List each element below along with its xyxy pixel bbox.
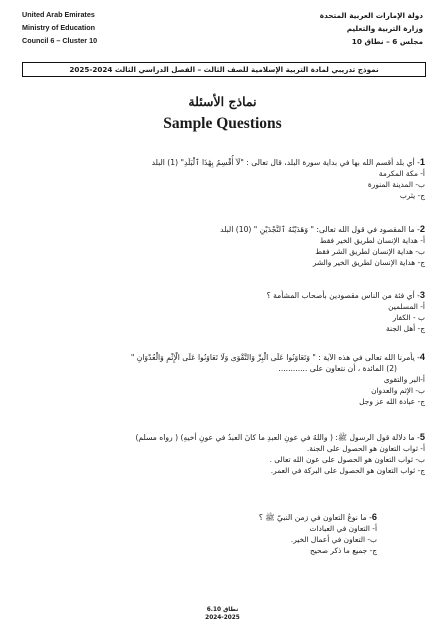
question-number: 5 xyxy=(419,432,425,442)
header-left-line-2: Ministry of Education xyxy=(22,23,96,32)
question-5 xyxy=(5,432,425,476)
question-6 xyxy=(77,512,377,556)
question-1 xyxy=(5,157,425,201)
question-line: - يأمرنا الله تعالى في هذه الآية : " وَتَعَاوَنُوا عَلَى الْبِرِّ وَالتَّقْوَى وَلَا تَعَاوَنُوا عَلَى الْإِثْمِ وَالْعُدْوَانِ " xyxy=(130,353,420,362)
option-a: أ- التعاون في العبادات xyxy=(309,524,377,533)
question-2 xyxy=(5,224,425,268)
question-number: 2 xyxy=(419,224,425,234)
footer-cluster: نطاق 6.10 xyxy=(206,607,239,613)
option-b: ب- التعاون في أعمال الخير. xyxy=(290,535,377,544)
option-b: ب- المدينة المنورة xyxy=(367,180,425,189)
option-c: ج- هداية الإنسان لطريق الخير والشر xyxy=(312,258,425,267)
question-1-text xyxy=(5,157,425,168)
question-line: - ما دلالة قول الرسول ﷺ: ( واللهُ في عونِ العبدِ ما كانَ العبدُ في عونِ أخيهِ) ( رواه مسلم) xyxy=(135,433,420,442)
question-number: 1 xyxy=(419,157,425,167)
option-c: ج- أهل الجنة xyxy=(386,324,425,333)
header-right-line-3: مجلس 6 – نطاق 10 xyxy=(351,37,423,46)
question-3-text xyxy=(5,290,425,301)
header-left-line-1: United Arab Emirates xyxy=(22,10,95,19)
header-left xyxy=(22,8,97,47)
question-3 xyxy=(5,290,425,334)
question-2-text xyxy=(5,224,425,235)
option-b: ب - الكفار xyxy=(392,313,425,322)
option-c: ج- ثواب التعاون هو الحصول على البركة في العمر. xyxy=(270,466,425,475)
question-number: 4 xyxy=(419,352,425,362)
question-4 xyxy=(5,352,425,407)
question-line: - أي بلد أقسم الله بها في بداية سورة البلد، قال تعالى : "لَآ أُقْسِمُ بِهَٰذَا ٱلْبَلَدِ" (1) البلد xyxy=(151,158,420,167)
question-line: - ما المقصود في قول الله تعالى: " وَهَدَيْنَٰهُ ٱلنَّجْدَيْنِ " (10) البلد xyxy=(220,225,420,234)
option-a: أ- هداية الإنسان لطريق الخير فقط xyxy=(319,236,425,245)
question-5-text xyxy=(5,432,425,443)
option-a: أ- ثواب التعاون هو الحصول على الجنة. xyxy=(306,444,425,453)
option-b: ب- الإثم والعدوان xyxy=(371,386,425,395)
question-4-text xyxy=(5,352,425,363)
option-a: أ- المسلمين xyxy=(388,302,425,311)
option-c: ج- يثرب xyxy=(399,191,425,200)
question-number: 6 xyxy=(371,512,377,522)
option-a: أ-البر والتقوى xyxy=(383,375,425,384)
title-english: Sample Questions xyxy=(163,115,282,132)
option-a: أ- مكة المكرمة xyxy=(378,169,425,178)
footer xyxy=(0,606,445,622)
question-4-text-continued: (2) المائدة ، أن نتعاون على ............ xyxy=(278,364,397,373)
question-line: - ما نوعُ التعاون في زمن النبيّ ﷺ ؟ xyxy=(258,513,372,522)
header-right-line-2: وزارة التربية والتعليم xyxy=(346,24,423,33)
header-right-line-1: دولة الإمارات العربية المتحدة xyxy=(319,11,423,20)
question-number: 3 xyxy=(419,290,425,300)
header-right xyxy=(320,9,423,48)
option-c: ج- عبادة الله عز وجل xyxy=(359,397,425,406)
title-arabic: نماذج الأسئلة xyxy=(188,94,257,109)
option-b: ب- ثواب التعاون هو الحصول على عون الله تعالى . xyxy=(269,455,425,464)
question-6-text xyxy=(77,512,377,523)
header-left-line-3: Council 6 – Cluster 10 xyxy=(22,36,98,45)
question-line: - أي فئة من الناس مقصودين بأصحاب المشأمة ؟ xyxy=(266,291,420,300)
option-c: ج- جميع ما ذكر صحيح xyxy=(310,546,377,555)
option-b: ب- هداية الإنسان لطريق الشر فقط xyxy=(315,247,425,256)
footer-year: 2024-2025 xyxy=(205,615,240,621)
exam-banner: نموذج تدريبي لمادة التربية الإسلامية للصف الثالث – الفصل الدراسي الثالث 2024-2025 xyxy=(22,62,426,77)
